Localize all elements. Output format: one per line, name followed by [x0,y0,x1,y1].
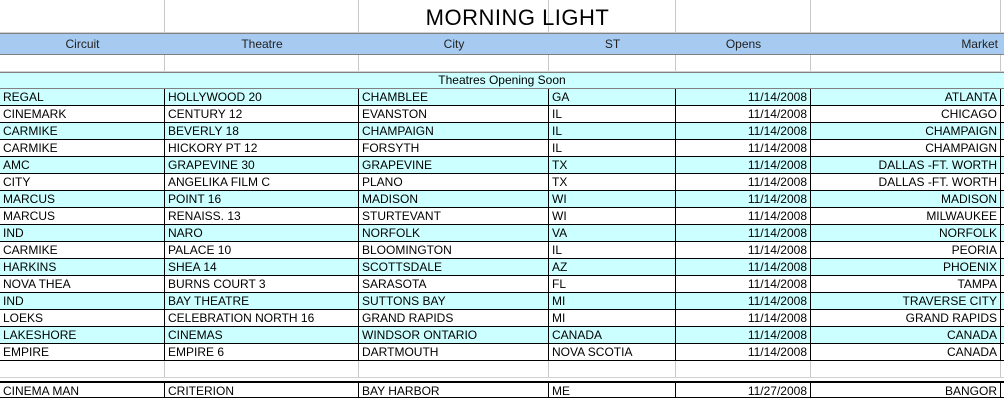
cell-circuit[interactable]: HARKINS [0,259,165,275]
cell-city[interactable]: GRAPEVINE [359,157,549,173]
cell-opens[interactable]: 11/14/2008 [676,225,811,241]
cell-theatre[interactable]: NARO [165,225,359,241]
column-header-city[interactable]: City [443,37,465,51]
section-row [0,72,1004,89]
cell-circuit[interactable]: LOEKS [0,310,165,326]
cell-theatre[interactable]: CINEMAS [165,327,359,343]
cell-city[interactable]: DARTMOUTH [359,344,549,360]
cell-st[interactable]: NOVA SCOTIA [549,344,676,360]
cell-opens[interactable]: 11/14/2008 [676,157,811,173]
cell-market[interactable]: PEORIA [811,242,1001,258]
cell-st[interactable]: AZ [549,259,676,275]
column-header-market[interactable]: Market [961,37,998,51]
cell-theatre[interactable]: EMPIRE 6 [165,344,359,360]
cell-st[interactable]: IL [549,123,676,139]
cell-st[interactable]: GA [549,89,676,105]
cell-city[interactable]: NORFOLK [359,225,549,241]
cell-circuit[interactable]: REGAL [0,89,165,105]
cell-market[interactable]: CANADA [811,327,1001,343]
cell-st[interactable]: ME [549,383,676,397]
column-header-theatre[interactable]: Theatre [241,37,283,51]
table-row [0,276,1004,293]
column-header-st[interactable]: ST [604,37,621,51]
cell-theatre[interactable]: BAY THEATRE [165,293,359,309]
blank-row [0,361,1004,378]
cell[interactable] [0,55,165,71]
table-row [0,225,1004,242]
cell-city[interactable]: PLANO [359,174,549,190]
cell-city[interactable]: BAY HARBOR [359,383,549,397]
cell-st[interactable]: IL [549,106,676,122]
cell-theatre[interactable]: GRAPEVINE 30 [165,157,359,173]
cell-st[interactable]: CANADA [549,327,676,343]
cell-st[interactable]: VA [549,225,676,241]
cell-market[interactable]: CHAMPAIGN [811,140,1001,156]
cell-market[interactable]: TAMPA [811,276,1001,292]
cell-theatre[interactable]: RENAISS. 13 [165,208,359,224]
cell-city[interactable]: SUTTONS BAY [359,293,549,309]
cell-market[interactable]: MILWAUKEE [811,208,1001,224]
cell-circuit[interactable]: EMPIRE [0,344,165,360]
cell-market[interactable]: DALLAS -FT. WORTH [811,174,1001,190]
cell-st[interactable]: WI [549,191,676,207]
cell-theatre[interactable]: SHEA 14 [165,259,359,275]
cell-circuit[interactable]: NOVA THEA [0,276,165,292]
cell[interactable] [549,361,676,377]
column-header-circuit[interactable]: Circuit [65,37,100,51]
cell-circuit[interactable]: MARCUS [0,208,165,224]
cell-circuit[interactable]: AMC [0,157,165,173]
cell-city[interactable]: BLOOMINGTON [359,242,549,258]
cell-market[interactable]: DALLAS -FT. WORTH [811,157,1001,173]
cell[interactable] [811,0,1001,33]
table-row [0,327,1004,344]
cell[interactable] [676,0,811,33]
section-label[interactable]: Theatres Opening Soon [438,73,566,87]
cell-market[interactable]: TRAVERSE CITY [811,293,1001,309]
cell[interactable] [359,55,549,71]
cell-opens[interactable]: 11/14/2008 [676,106,811,122]
cell-theatre[interactable]: CELEBRATION NORTH 16 [165,310,359,326]
cell-st[interactable]: MI [549,293,676,309]
cell[interactable] [359,361,549,377]
cell-circuit[interactable]: LAKESHORE [0,327,165,343]
table-row [0,191,1004,208]
cell-st[interactable]: WI [549,208,676,224]
cell[interactable] [549,55,676,71]
table-row [0,140,1004,157]
cell-market[interactable]: CHICAGO [811,106,1001,122]
cell[interactable] [676,361,811,377]
cell-market[interactable]: NORFOLK [811,225,1001,241]
table-row [0,293,1004,310]
table-row [0,157,1004,174]
cell[interactable] [165,361,359,377]
cell[interactable] [0,0,165,33]
cell-circuit[interactable]: CITY [0,174,165,190]
cell-market[interactable]: CANADA [811,344,1001,360]
cell-st[interactable]: TX [549,174,676,190]
column-header-opens[interactable]: Opens [725,37,762,51]
cell-opens[interactable]: 11/14/2008 [676,310,811,326]
cell-city[interactable]: SARASOTA [359,276,549,292]
cell-opens[interactable]: 11/14/2008 [676,293,811,309]
cell-circuit[interactable]: CINEMARK [0,106,165,122]
cell-market[interactable]: PHOENIX [811,259,1001,275]
cell-theatre[interactable]: HOLLYWOOD 20 [165,89,359,105]
cell-circuit[interactable]: CARMIKE [0,242,165,258]
cell-opens[interactable]: 11/14/2008 [676,259,811,275]
table-row [0,242,1004,259]
cell-circuit[interactable]: CINEMA MAN [0,383,165,397]
cell-circuit[interactable]: IND [0,293,165,309]
sheet-title: MORNING LIGHT [425,5,610,30]
cell-st[interactable]: MI [549,310,676,326]
cell-theatre[interactable]: HICKORY PT 12 [165,140,359,156]
cell-opens[interactable]: 11/14/2008 [676,140,811,156]
cell-st[interactable]: IL [549,140,676,156]
cell-theatre[interactable]: BURNS COURT 3 [165,276,359,292]
cell-theatre[interactable]: CRITERION [165,383,359,397]
cell-st[interactable]: TX [549,157,676,173]
cell-theatre[interactable]: ANGELIKA FILM C [165,174,359,190]
table-row [0,106,1004,123]
cell-opens[interactable]: 11/14/2008 [676,344,811,360]
cell-st[interactable]: FL [549,276,676,292]
cell-city[interactable]: CHAMBLEE [359,89,549,105]
cell-market[interactable]: CHAMPAIGN [811,123,1001,139]
cell-city[interactable]: SCOTTSDALE [359,259,549,275]
cell-city[interactable]: WINDSOR ONTARIO [359,327,549,343]
table-row [0,174,1004,191]
cell-city[interactable]: STURTEVANT [359,208,549,224]
cell[interactable] [165,55,359,71]
cell-theatre[interactable]: POINT 16 [165,191,359,207]
blank-row [0,55,1004,72]
cell-opens[interactable]: 11/14/2008 [676,123,811,139]
cell-circuit[interactable]: IND [0,225,165,241]
cell-opens[interactable]: 11/14/2008 [676,89,811,105]
cell-opens[interactable]: 11/14/2008 [676,191,811,207]
cell-city[interactable]: CHAMPAIGN [359,123,549,139]
cell-theatre[interactable]: CENTURY 12 [165,106,359,122]
cell-opens[interactable]: 11/27/2008 [676,383,811,397]
cell[interactable] [676,55,811,71]
table-row [0,344,1004,361]
cell-city[interactable]: GRAND RAPIDS [359,310,549,326]
table-row [0,259,1004,276]
cell-market[interactable]: BANGOR [811,383,1001,397]
cell-opens[interactable]: 11/14/2008 [676,208,811,224]
table-row [0,208,1004,225]
cell-city[interactable]: MADISON [359,191,549,207]
cell-opens[interactable]: 11/14/2008 [676,174,811,190]
cell-city[interactable]: FORSYTH [359,140,549,156]
cell-market[interactable]: GRAND RAPIDS [811,310,1001,326]
table-row [0,89,1004,106]
table-row [0,123,1004,140]
cell[interactable] [165,0,359,33]
cell[interactable] [811,55,1001,71]
cell-market[interactable]: ATLANTA [811,89,1001,105]
cell[interactable] [811,361,1001,377]
cell-city[interactable]: EVANSTON [359,106,549,122]
cell-opens[interactable]: 11/14/2008 [676,276,811,292]
cell-circuit[interactable]: CARMIKE [0,140,165,156]
cell-opens[interactable]: 11/14/2008 [676,327,811,343]
cell-opens[interactable]: 11/14/2008 [676,242,811,258]
title-row [0,0,1004,33]
cell-circuit[interactable]: MARCUS [0,191,165,207]
cell-market[interactable]: MADISON [811,191,1001,207]
table-row [0,381,1004,398]
cell-theatre[interactable]: PALACE 10 [165,242,359,258]
table-row [0,310,1004,327]
cell-st[interactable]: IL [549,242,676,258]
cell[interactable] [0,361,165,377]
cell-circuit[interactable]: CARMIKE [0,123,165,139]
cell-theatre[interactable]: BEVERLY 18 [165,123,359,139]
column-header-row [0,33,1004,55]
